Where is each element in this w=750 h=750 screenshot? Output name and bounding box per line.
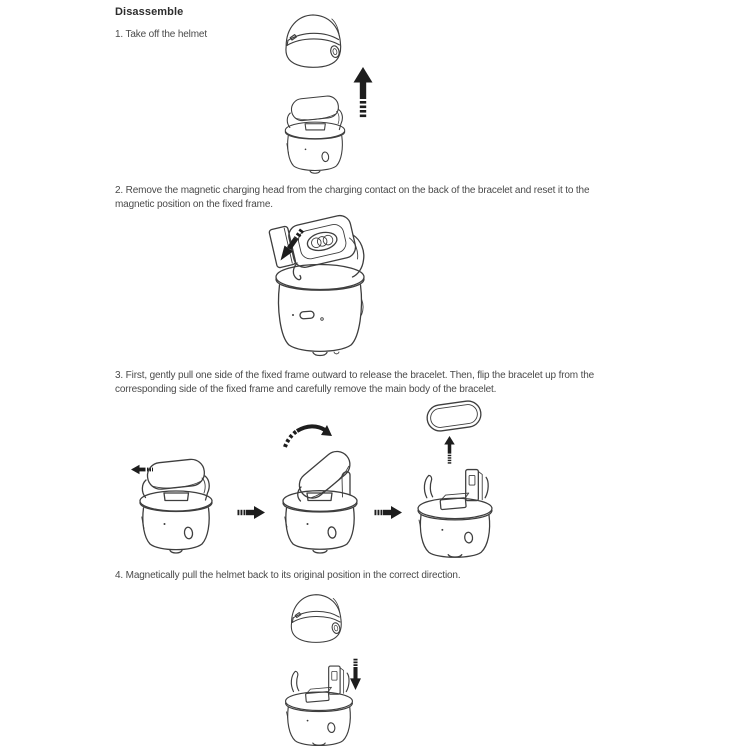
bracelet-icon: [425, 398, 483, 434]
helmet-icon: [279, 9, 347, 71]
step-2-text: 2. Remove the magnetic charging head from the charging contact on the back of the bracelet and reset it to the magnetic position on the fixed frame.: [115, 185, 590, 210]
step3-right-arrow-2: [374, 505, 402, 520]
empty-base-icon: [281, 652, 357, 747]
up-arrow-icon: [353, 67, 373, 125]
step4-base-illustration: [281, 652, 357, 747]
step2-illustration: [266, 211, 372, 361]
step3-right-arrow-1: [237, 505, 265, 520]
step1-helmet-illustration: [279, 9, 347, 71]
step-1-text: 1. Take off the helmet: [115, 29, 207, 40]
step3-bracelet-body: [425, 398, 483, 434]
step4-helmet-illustration: [285, 589, 347, 646]
base-with-flipped-bracelet-icon: [276, 441, 368, 559]
charging-base-with-bracelet-icon: [136, 456, 216, 556]
step1-base-illustration: [282, 93, 348, 176]
step-3-text: 3. First, gently pull one side of the fixed frame outward to release the bracelet. Then, flip the bracelet up from the corresponding side of the fixed frame and carefully remove the main body of the bracelet.: [115, 370, 595, 395]
step3-device-1: [136, 456, 216, 556]
empty-base-icon: [413, 454, 497, 559]
charging-base-with-bracelet-icon: [282, 93, 348, 176]
page-title: Disassemble: [115, 6, 184, 18]
right-arrow-icon: [237, 505, 265, 520]
charging-head-removal-icon: [266, 211, 372, 361]
step-4-text: 4. Magnetically pull the helmet back to its original position in the correct direction.: [115, 570, 461, 581]
step1-up-arrow: [353, 67, 373, 125]
right-arrow-icon: [374, 505, 402, 520]
step3-device-2: [276, 441, 368, 559]
step3-device-3: [413, 454, 497, 559]
helmet-icon: [285, 589, 347, 646]
